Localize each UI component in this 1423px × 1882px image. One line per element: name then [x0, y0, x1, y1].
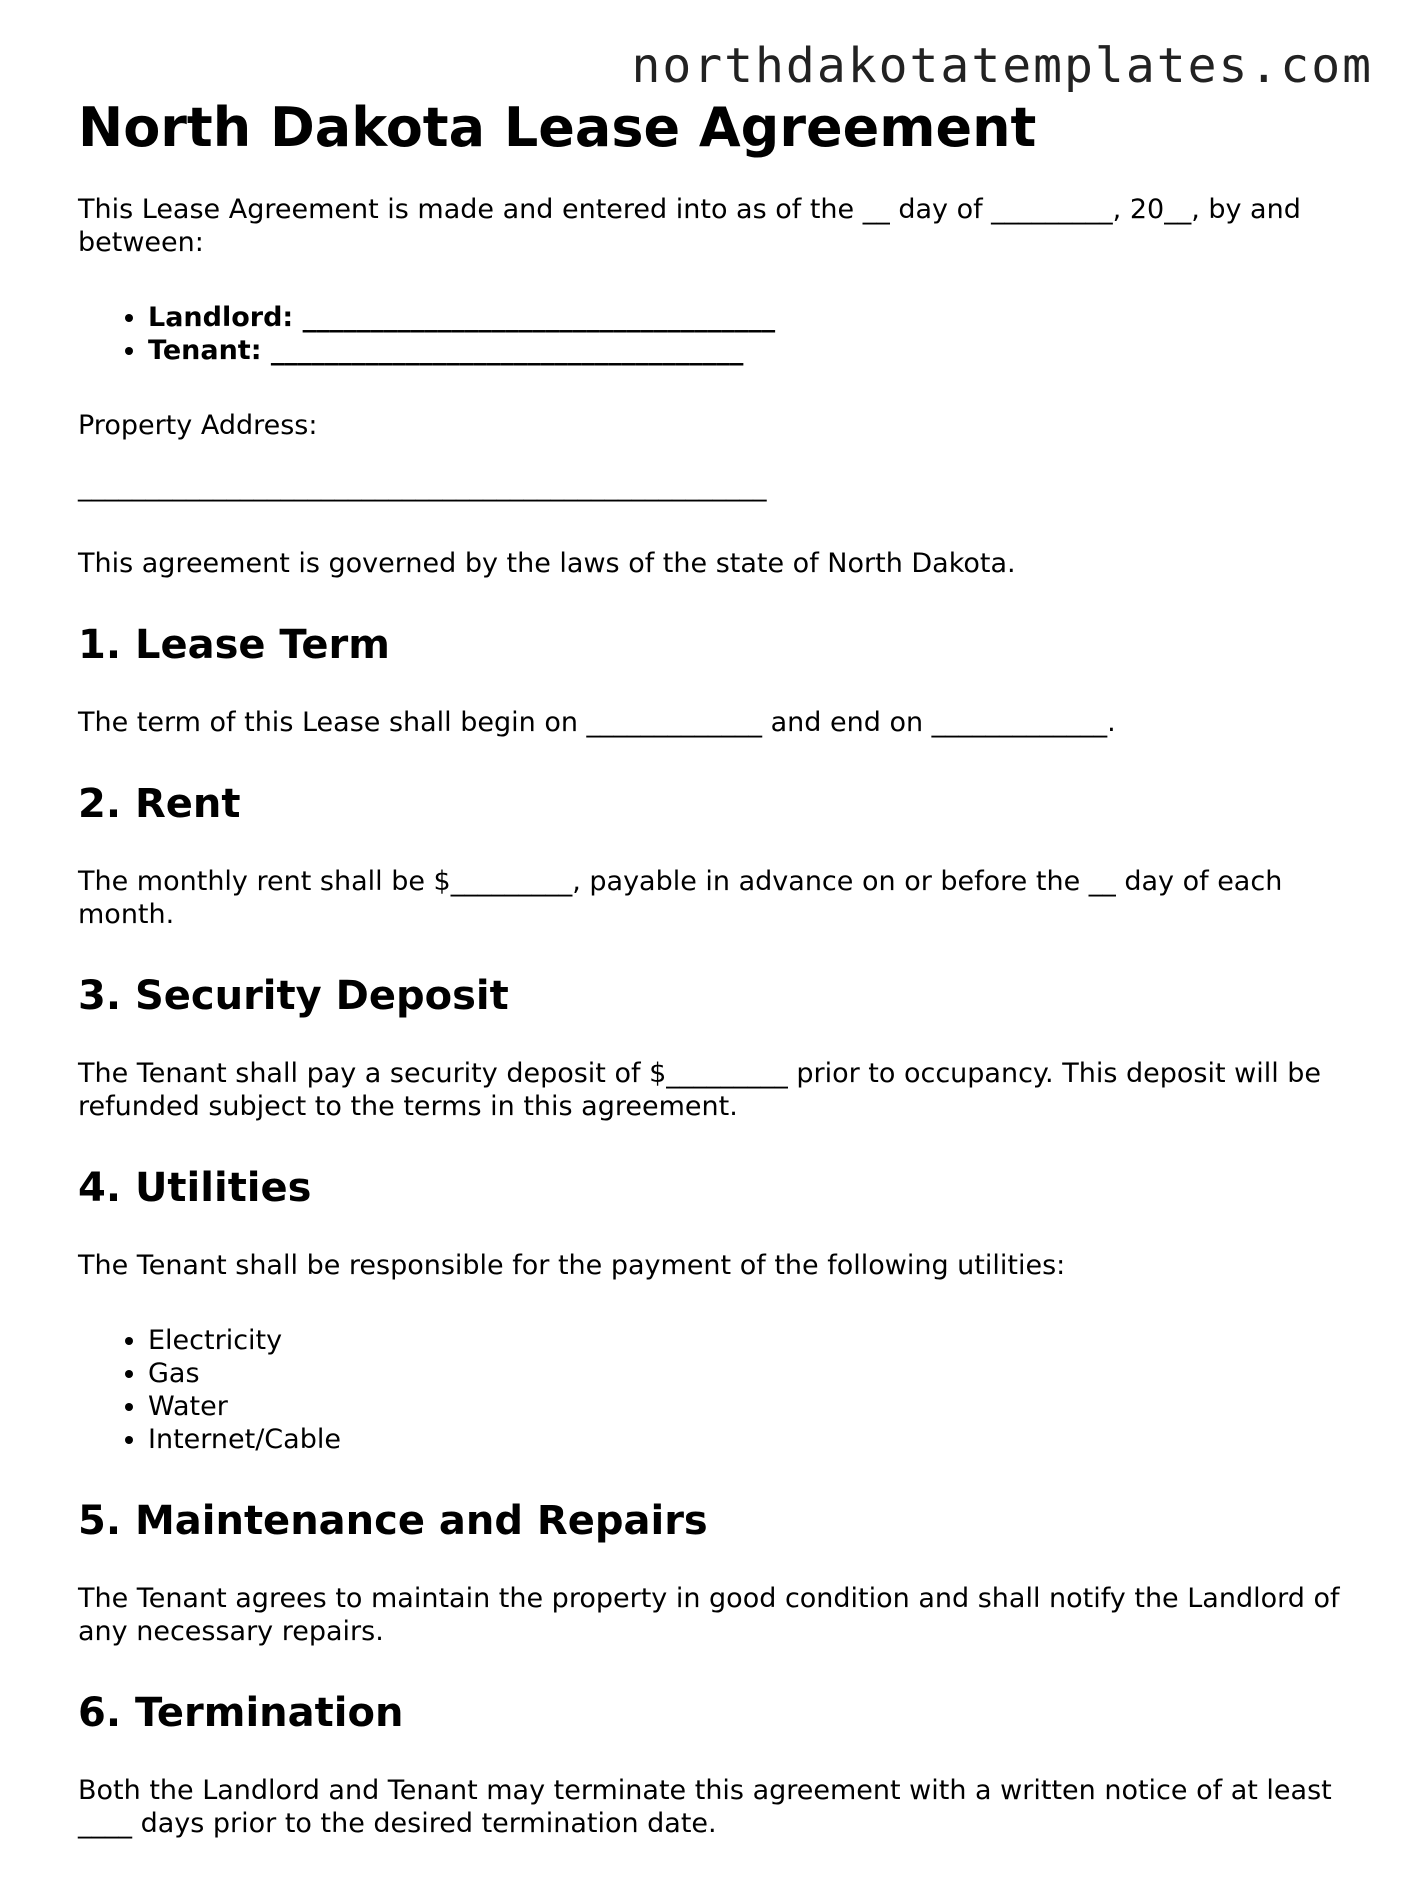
section-heading-maintenance: 5. Maintenance and Repairs: [78, 1498, 708, 1545]
section-heading-termination: 6. Termination: [78, 1690, 404, 1737]
document-title: North Dakota Lease Agreement: [78, 96, 1037, 159]
intro-paragraph: This Lease Agreement is made and entered into as of the __ day of _________, 20__, by and between:: [78, 194, 1301, 259]
utility-item: • Water: [148, 1390, 1348, 1423]
utility-item: • Gas: [148, 1357, 1348, 1390]
section-body-utilities: The Tenant shall be responsible for the payment of the following utilities:: [78, 1250, 1066, 1282]
lease-document: [78, 98, 1348, 1882]
tenant-field: • Tenant: ___________________________________: [148, 334, 1348, 367]
section-body-lease-term: The term of this Lease shall begin on _____________ and end on _____________.: [78, 707, 1116, 739]
section-body-rent: The monthly rent shall be $_________, payable in advance on or before the __ day of each month.: [78, 866, 1283, 931]
section-body-security-deposit: The Tenant shall pay a security deposit of $_________ prior to occupancy. This deposit will be refunded subject to the terms in this agreement.: [78, 1058, 1322, 1123]
section-body-maintenance: The Tenant agrees to maintain the property in good condition and shall notify the Landlord of any necessary repairs.: [78, 1583, 1340, 1648]
landlord-field: • Landlord: ___________________________________: [148, 301, 1348, 334]
governing-law-paragraph: This agreement is governed by the laws of the state of North Dakota.: [78, 548, 1016, 580]
site-watermark: northdakotatemplates.com: [631, 38, 1373, 94]
property-address-label: Property Address:: [78, 410, 318, 442]
utilities-list: [78, 1324, 1348, 1456]
section-heading-lease-term: 1. Lease Term: [78, 622, 390, 669]
utility-item: • Electricity: [148, 1324, 1348, 1357]
section-heading-utilities: 4. Utilities: [78, 1165, 312, 1212]
property-address-line: ___________________________________________________: [78, 471, 767, 503]
section-body-termination: Both the Landlord and Tenant may terminate this agreement with a written notice of at least ____ days prior to the desired termination date.: [78, 1775, 1332, 1840]
section-heading-rent: 2. Rent: [78, 781, 241, 828]
parties-list: [78, 301, 1348, 367]
utility-item: • Internet/Cable: [148, 1423, 1348, 1456]
section-heading-security-deposit: 3. Security Deposit: [78, 973, 509, 1020]
